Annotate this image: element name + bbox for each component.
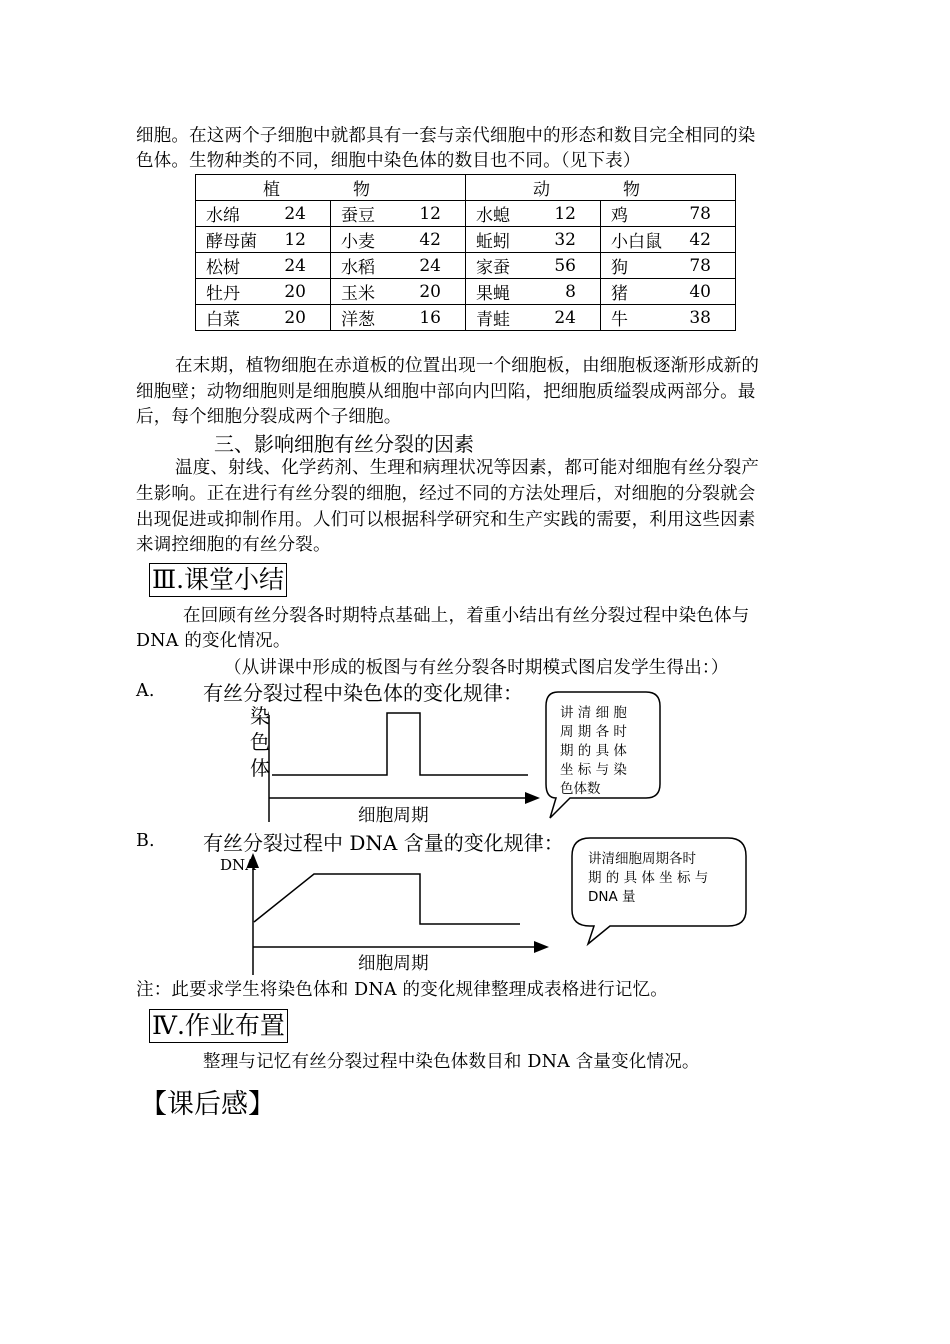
cell: 猪	[601, 279, 674, 305]
cell: 狗	[601, 253, 674, 279]
cell: 白菜	[196, 305, 269, 331]
intro-line-2: 色体。生物种类的不同，细胞中染色体的数目也不同。（见下表）	[136, 151, 641, 171]
note-text: 注：此要求学生将染色体和 DNA 的变化规律整理成表格进行记忆。	[136, 980, 669, 1000]
summary-line-2: DNA 的变化情况。	[136, 631, 291, 651]
cell: 玉米	[331, 279, 404, 305]
cell: 78	[673, 253, 736, 279]
chart-b-dna-line	[254, 874, 520, 924]
bubble-line: 坐 标 与 染	[560, 762, 627, 778]
cell: 牡丹	[196, 279, 269, 305]
cell: 小麦	[331, 227, 404, 253]
cell: 40	[673, 279, 736, 305]
cell: 42	[403, 227, 466, 253]
chart-b-xlabel: 细胞周期	[358, 954, 429, 974]
cell: 松树	[196, 253, 269, 279]
ylabel-char: 染	[250, 704, 270, 728]
telophase-line-2: 细胞壁；动物细胞则是细胞膜从细胞中部向内凹陷，把细胞质缢裂成两部分。最	[136, 382, 756, 402]
cell: 32	[538, 227, 601, 253]
section3-title: 三、影响细胞有丝分裂的因素	[214, 432, 474, 456]
cell: 38	[673, 305, 736, 331]
homework-text: 整理与记忆有丝分裂过程中染色体数目和 DNA 含量变化情况。	[203, 1052, 700, 1072]
cell: 牛	[601, 305, 674, 331]
cell: 洋葱	[331, 305, 404, 331]
chart-a-letter: A.	[136, 681, 155, 701]
bubble-line: 色体数	[560, 781, 601, 797]
cell: 蚯蚓	[466, 227, 539, 253]
bubble-line: 周 期 各 时	[560, 724, 627, 740]
cell: 8	[538, 279, 601, 305]
plant-header: 植 物	[196, 175, 466, 201]
section3-line-1: 温度、射线、化学药剂、生理和病理状况等因素，都可能对细胞有丝分裂产	[175, 458, 760, 478]
cell: 水稻	[331, 253, 404, 279]
cell: 24	[538, 305, 601, 331]
reflection-heading: 【课后感】	[140, 1089, 275, 1120]
bubble-line: 讲清细胞周期各时	[588, 851, 696, 867]
chart-b-bubble-text	[588, 850, 728, 907]
intro-line-1: 细胞。在这两个子细胞中就都具有一套与亲代细胞中的形态和数目完全相同的染	[136, 126, 756, 146]
cell: 鸡	[601, 201, 674, 227]
cell: 家蚕	[466, 253, 539, 279]
cell: 青蛙	[466, 305, 539, 331]
cell: 42	[673, 227, 736, 253]
ylabel-char: 体	[250, 756, 270, 780]
cell: 果蝇	[466, 279, 539, 305]
cell: 水绵	[196, 201, 269, 227]
cell: 酵母菌	[196, 227, 269, 253]
homework-heading: Ⅳ.作业布置	[149, 1009, 288, 1043]
cell: 24	[403, 253, 466, 279]
cell: 12	[403, 201, 466, 227]
cell: 蚕豆	[331, 201, 404, 227]
telophase-line-1: 在末期，植物细胞在赤道板的位置出现一个细胞板，由细胞板逐渐形成新的	[175, 356, 760, 376]
cell: 水螅	[466, 201, 539, 227]
cell: 24	[268, 201, 331, 227]
bubble-line: DNA 量	[588, 889, 636, 905]
chart-b-letter: B.	[136, 831, 155, 851]
summary-note: （从讲课中形成的板图与有丝分裂各时期模式图启发学生得出：）	[224, 658, 729, 678]
cell: 12	[268, 227, 331, 253]
chart-a-chromosome-line	[272, 713, 528, 775]
cell: 78	[673, 201, 736, 227]
cell: 小白鼠	[601, 227, 674, 253]
chart-a-title: 有丝分裂过程中染色体的变化规律：	[203, 681, 523, 705]
chart-a-bubble-text	[560, 704, 652, 799]
chart-b-title: 有丝分裂过程中 DNA 含量的变化规律：	[203, 831, 564, 855]
bubble-line: 讲 清 细 胞	[560, 705, 627, 721]
cell: 12	[538, 201, 601, 227]
telophase-line-3: 后，每个细胞分裂成两个子细胞。	[136, 407, 402, 427]
section3-line-2: 生影响。正在进行有丝分裂的细胞，经过不同的方法处理后，对细胞的分裂就会	[136, 484, 756, 504]
ylabel-char: 色	[250, 730, 270, 754]
section3-line-4: 来调控细胞的有丝分裂。	[136, 535, 331, 555]
cell: 56	[538, 253, 601, 279]
cell: 20	[268, 279, 331, 305]
bubble-line: 期 的 具 体 坐 标 与	[588, 870, 709, 886]
chart-a-xlabel: 细胞周期	[358, 806, 429, 826]
section3-line-3: 出现促进或抑制作用。人们可以根据科学研究和生产实践的需要，利用这些因素	[136, 510, 756, 530]
cell: 24	[268, 253, 331, 279]
animal-header: 动 物	[466, 175, 736, 201]
chart-b-ylabel: DNA	[220, 856, 256, 874]
summary-heading: Ⅲ.课堂小结	[149, 563, 287, 597]
bubble-line: 期 的 具 体	[560, 743, 627, 759]
cell: 16	[403, 305, 466, 331]
cell: 20	[268, 305, 331, 331]
cell: 20	[403, 279, 466, 305]
summary-line-1: 在回顾有丝分裂各时期特点基础上，着重小结出有丝分裂过程中染色体与	[183, 606, 750, 626]
